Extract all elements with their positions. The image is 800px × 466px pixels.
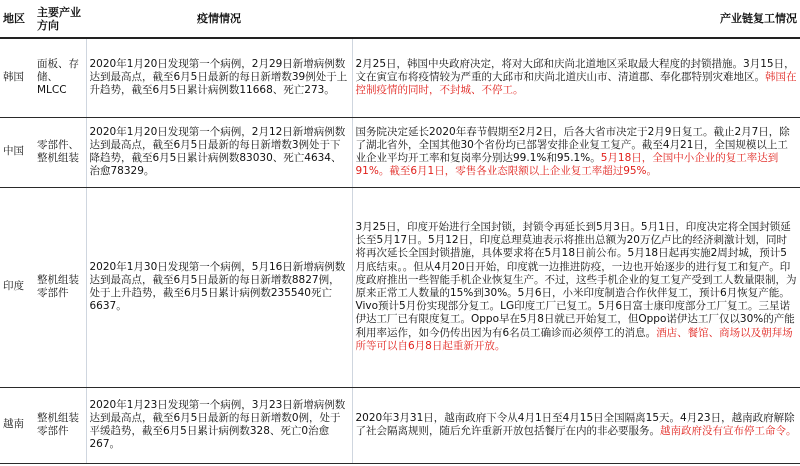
cell-epidemic: 2020年1月30日发现第一个病例，5月16日新增病例数达到最高点，截至6月5日最新的每日新增数8827例，处于上升趋势，截至6月5日累计病例数235540死亡6637。 [86,187,352,387]
table-row-india [0,187,800,387]
cell-recovery [352,117,800,187]
header-region: 地区 [0,0,34,38]
cell-direction: 零部件、整机组装 [34,117,86,187]
cell-region: 中国 [0,117,34,187]
cell-recovery [352,387,800,463]
cell-recovery [352,187,800,387]
recovery-text: 3月25日，印度开始进行全国封锁，封锁令再延长到5月3日。5月1日，印度决定将全国封锁延长至5月17日。5月12日，印度总理莫迪表示将推出总额为20万亿卢比的经济刺激计划，同时将再次延长全国封锁措施，具体要求将在5月18日前公布。5月18日起再实施2周封城，预计5月底结束。。但从4月20日开始，印度就一边推进防疫，一边也开始逐步的进行复工和复产。印度政府推出一些智能手机企业恢复生产。不过，这些手机企业的复工复产受到工人数量限制，为原来正常工人数量的15%到30%。5月6日，小米印度制造合作伙伴复工，预计6月恢复产能。Vivo预计5月份实现部分复工。LG印度工厂已复工。5月6日富士康印度部分工厂复工。三星诺伊达工厂已有限度复工。Oppo早在5月8日就已开始复工，但Oppo诺伊达工厂仅以30%的产能利用率运作，如今仍传出因为有6名员工确诊而必须停工的消息。 [355,220,797,339]
cell-direction: 整机组装零部件 [34,387,86,463]
header-direction: 主要产业方向 [34,0,86,38]
cell-direction: 面板、存储、MLCC [34,38,86,117]
header-recovery: 产业链复工情况 [352,0,800,38]
recovery-highlight: 韩国在控制疫情的同时，不封城、不停工。 [355,71,797,97]
cell-epidemic: 2020年1月20日发现第一个病例，2月12日新增病例数达到最高点，截至6月5日最新的每日新增数3例处于下降趋势，截至6月5日累计病例数83030、死亡4634、治愈78329。 [86,117,352,187]
recovery-text: 2月25日，韩国中央政府决定，将对大邱和庆尚北道地区采取最大程度的封锁措施。3月15日，文在寅宣布将疫情较为严重的大邱市和庆尚北道庆山市、清道郡、奉化郡特别灾难地区。 [355,57,795,84]
cell-region: 韩国 [0,38,34,117]
cell-region: 越南 [0,387,34,463]
cell-recovery [352,38,800,117]
recovery-text: 国务院决定延长2020年春节假期至2月2日，后各大省市决定于2月9日复工。截止2月7日，除了湖北省外，全国其他30个省份均已部署安排企业复工复产。截至4月21日，全国规模以上工业企业平均开工率和复岗率分别达99.1%和95.1%。 [355,125,790,164]
header-epidemic: 疫情情况 [86,0,352,38]
table-row-korea [0,38,800,117]
recovery-highlight: 酒店、餐馆、商场以及朝拜场所等可以自6月8日起重新开放。 [355,326,793,352]
cell-region: 印度 [0,187,34,387]
table-row-china [0,117,800,187]
cell-epidemic: 2020年1月23日发现第一个病例，3月23日新增病例数达到最高点，截至6月5日最新的每日新增数0例，处于平缓趋势，截至6月5日累计病例数328、死亡0治愈267。 [86,387,352,463]
recovery-highlight: 越南政府没有宣布停工命令。 [660,425,797,437]
cell-epidemic: 2020年1月20日发现第一个病例，2月29日新增病例数达到最高点，截至6月5日最新的每日新增数39例处于上升趋势，截至6月5日累计病例数11668、死亡273。 [86,38,352,117]
table-row-vietnam [0,387,800,463]
table-header [0,0,800,38]
recovery-highlight: 5月18日，全国中小企业的复工率达到91%。截至6月1日，零售各业态限额以上企业复工率超过95%。 [355,152,779,178]
recovery-text: 2020年3月31日，越南政府下令从4月1日至4月15日全国隔离15天。4月23日，越南政府解除了社会隔离规则，随后允许重新开放包括餐厅在内的非必要服务。 [355,411,795,437]
cell-direction: 整机组装零部件 [34,187,86,387]
